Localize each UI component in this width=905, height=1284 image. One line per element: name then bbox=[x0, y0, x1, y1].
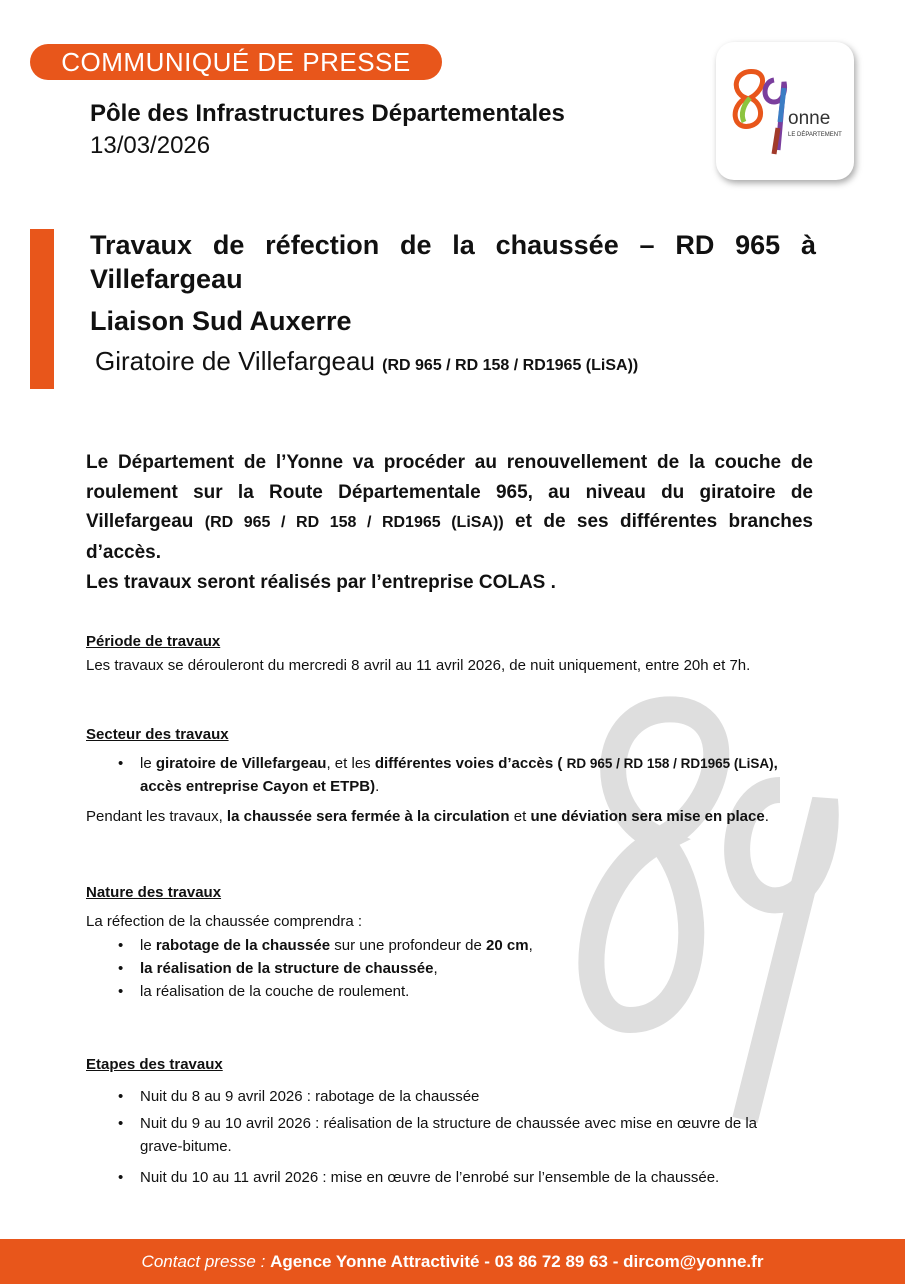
svg-text:onne: onne bbox=[788, 108, 831, 129]
emphasis: différentes voies d’accès ( bbox=[374, 755, 567, 772]
list-item: • Nuit du 10 au 11 avril 2026 : mise en œuvre de l’enrobé sur l’ensemble de la chaussée. bbox=[118, 1166, 798, 1189]
nature-heading: Nature des travaux bbox=[86, 884, 222, 901]
emphasis: 20 cm bbox=[486, 937, 529, 954]
footer-contact-details: Agence Yonne Attractivité - 03 86 72 89 63 - dircom@yonne.fr bbox=[270, 1252, 764, 1271]
location-line bbox=[95, 346, 638, 377]
list-item: • Nuit du 8 au 9 avril 2026 : rabotage de la chaussée bbox=[118, 1085, 798, 1108]
emphasis: une déviation sera mise en place bbox=[530, 808, 765, 825]
yonne-logo bbox=[716, 42, 854, 180]
text: le bbox=[140, 755, 156, 772]
periode-text: Les travaux se dérouleront du mercredi 8 avril au 11 avril 2026, de nuit uniquement, entre 20h et 7h. bbox=[86, 657, 751, 674]
svg-text:LE DÉPARTEMENT: LE DÉPARTEMENT bbox=[788, 132, 842, 138]
footer-label: Contact presse : bbox=[141, 1252, 271, 1271]
accent-bar bbox=[30, 229, 54, 389]
text: le bbox=[140, 937, 156, 954]
text: la réalisation de la couche de roulement. bbox=[140, 983, 410, 1000]
location-roads: (RD 965 / RD 158 / RD1965 (LiSA)) bbox=[382, 357, 639, 374]
nature-lead: La réfection de la chaussée comprendra : bbox=[86, 913, 362, 930]
location-name: Giratoire de Villefargeau bbox=[95, 346, 375, 376]
text: et bbox=[509, 808, 531, 825]
intro-paragraph bbox=[86, 448, 813, 567]
intro-text: Le Département de l’Yonne va procéder au renouvellement de la couche de roulement sur la Route Départementale 965, au niveau du giratoire de Villefargeau bbox=[86, 452, 813, 532]
etapes-heading: Etapes des travaux bbox=[86, 1056, 223, 1073]
text: , bbox=[528, 937, 533, 954]
secteur-list bbox=[118, 752, 778, 798]
list-item bbox=[118, 752, 778, 798]
nature-list bbox=[118, 934, 798, 1003]
text: , et les bbox=[326, 755, 375, 772]
footer-contact bbox=[0, 1239, 905, 1284]
text: Pendant les travaux, bbox=[86, 808, 227, 825]
text: . bbox=[375, 778, 380, 795]
yonne-logo-icon bbox=[716, 42, 854, 180]
list-item bbox=[118, 957, 798, 980]
organization-name: Pôle des Infrastructures Départementales bbox=[90, 100, 565, 127]
etapes-list bbox=[118, 1085, 798, 1189]
list-item bbox=[118, 980, 798, 1003]
main-title: Travaux de réfection de la chaussée – RD 965 à Villefargeau bbox=[90, 230, 816, 294]
list-item: • Nuit du 9 au 10 avril 2026 : réalisation de la structure de chaussée avec mise en œuvre de la grave-bitume. bbox=[118, 1112, 798, 1158]
emphasis: giratoire de Villefargeau bbox=[155, 755, 327, 772]
list-item bbox=[118, 934, 798, 957]
emphasis: la réalisation de la structure de chaussée bbox=[140, 960, 434, 977]
text: . bbox=[764, 808, 769, 825]
contractor-line: Les travaux seront réalisés par l’entreprise COLAS . bbox=[86, 572, 556, 593]
text: sur une profondeur de bbox=[330, 937, 487, 954]
emphasis: la chaussée sera fermée à la circulation bbox=[226, 808, 510, 825]
subtitle: Liaison Sud Auxerre bbox=[90, 306, 352, 336]
closure-text bbox=[86, 805, 816, 828]
emphasis: rabotage de la chaussée bbox=[155, 937, 331, 954]
intro-text-end: et de ses différentes branches d’accès. bbox=[86, 511, 814, 563]
intro-roads: (RD 965 / RD 158 / RD1965 (LiSA)) bbox=[204, 514, 504, 531]
periode-heading: Période de travaux bbox=[86, 633, 221, 650]
press-release-badge: COMMUNIQUÉ DE PRESSE bbox=[30, 44, 442, 80]
secteur-heading: Secteur des travaux bbox=[86, 726, 229, 743]
emphasis: , accès entreprise Cayon et ETPB) bbox=[140, 755, 778, 795]
roads: RD 965 / RD 158 / RD1965 (LiSA) bbox=[566, 756, 774, 771]
text: , bbox=[433, 960, 438, 977]
release-date: 13/03/2026 bbox=[90, 132, 211, 159]
